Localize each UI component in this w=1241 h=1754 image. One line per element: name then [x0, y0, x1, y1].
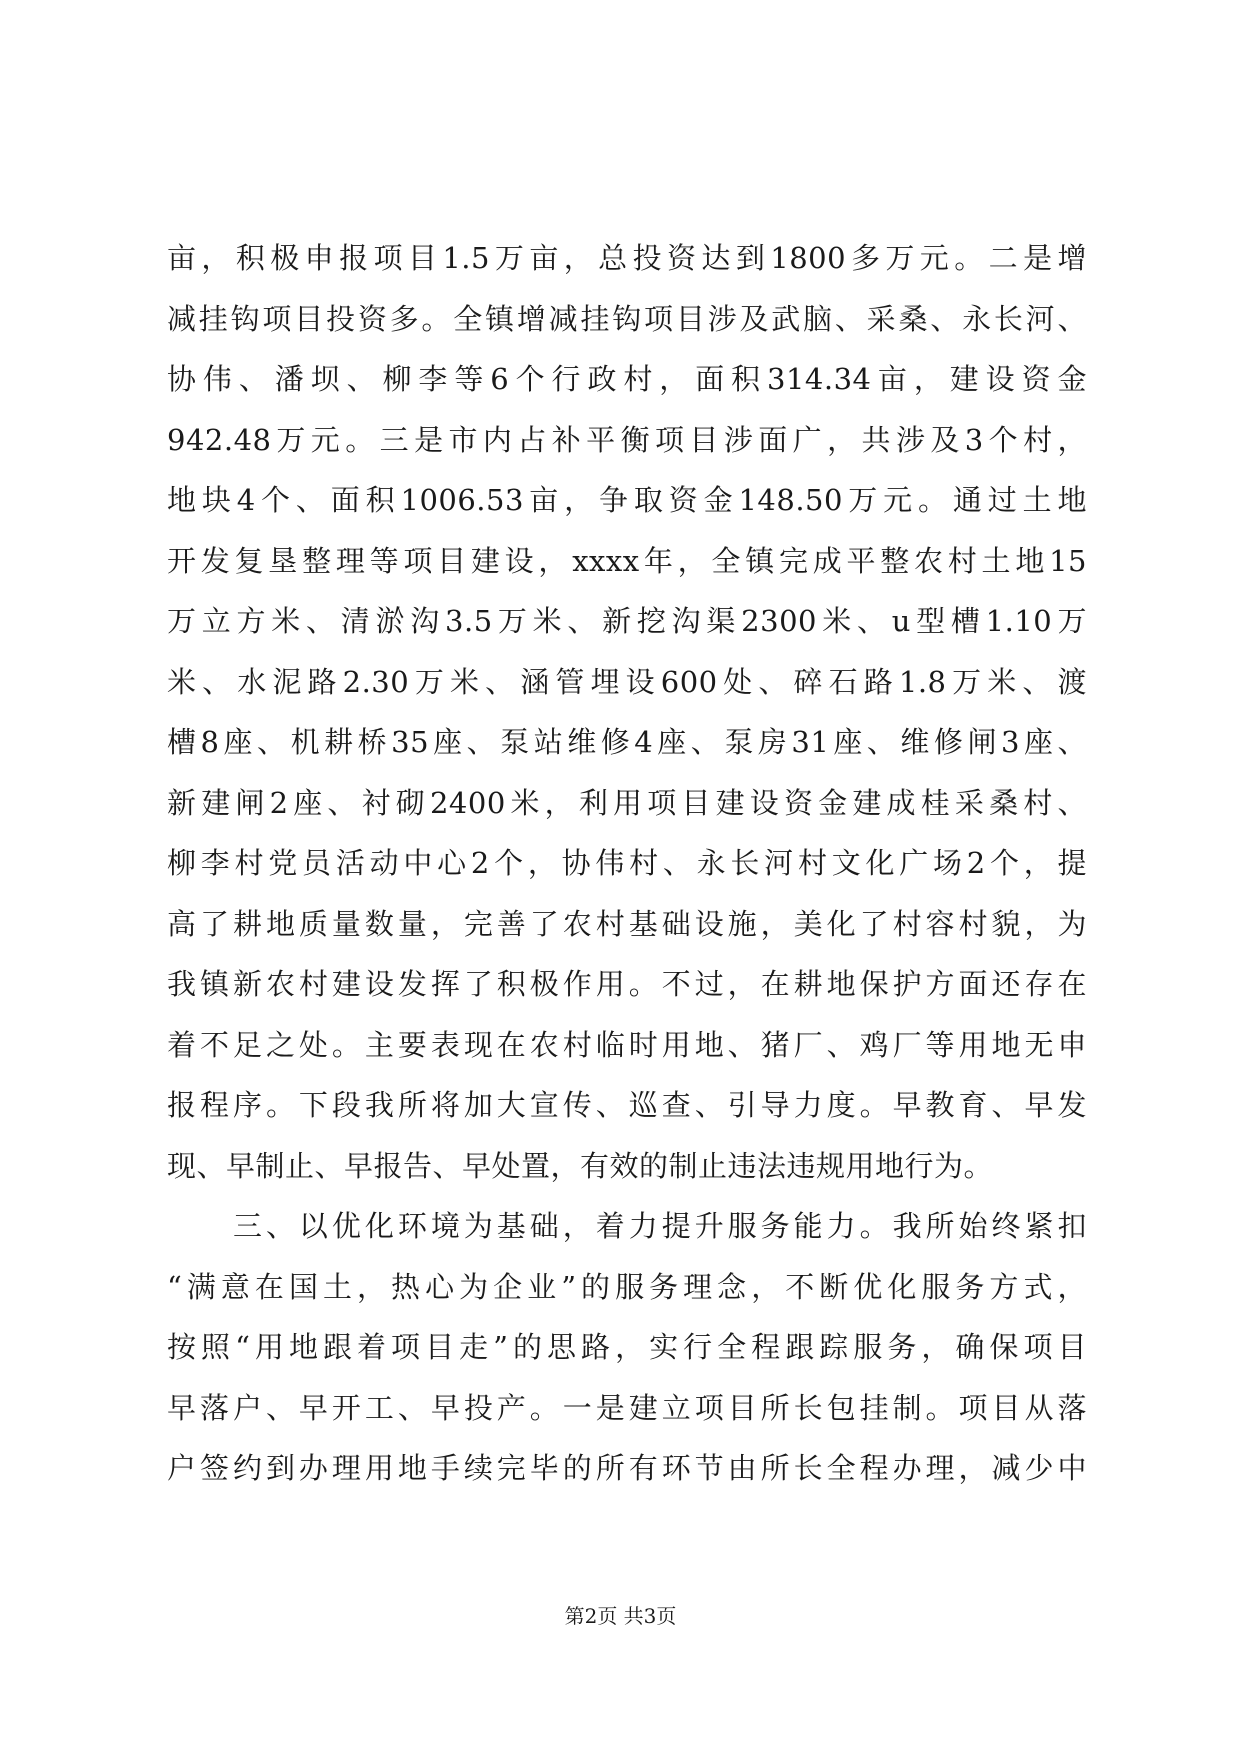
text-line: 柳李村党员活动中心2个，协伟村、永长河村文化广场2个，提 — [167, 846, 1087, 880]
text-line: “满意在国土，热心为企业”的服务理念，不断优化服务方式， — [167, 1269, 1087, 1304]
text-line: 942.48万元。三是市内占补平衡项目涉面广，共涉及3个村， — [167, 422, 1087, 457]
text-line: 协伟、潘坝、柳李等6个行政村，面积314.34亩，建设资金 — [167, 362, 1087, 396]
text-line: 米、水泥路2.30万米、涵管埋设600处、碎石路1.8万米、渡 — [167, 664, 1087, 699]
text-line: 槽8座、机耕桥35座、泵站维修4座、泵房31座、维修闸3座、 — [167, 725, 1087, 759]
page-footer — [0, 1602, 1241, 1630]
text-line: 万立方米、清淤沟3.5万米、新挖沟渠2300米、u型槽1.10万 — [167, 604, 1087, 638]
text-line: 报程序。下段我所将加大宣传、巡查、引导力度。早教育、早发 — [167, 1088, 1087, 1122]
text-line: 着不足之处。主要表现在农村临时用地、猪厂、鸡厂等用地无申 — [167, 1027, 1087, 1062]
body-text — [167, 228, 1087, 1499]
text-line: 现、早制止、早报告、早处置，有效的制止违法违规用地行为。 — [167, 1148, 994, 1183]
text-line: 开发复垦整理等项目建设，xxxx年，全镇完成平整农村土地15 — [167, 543, 1087, 578]
text-line: 地块4个、面积1006.53亩，争取资金148.50万元。通过土地 — [167, 483, 1087, 517]
text-line: 减挂钩项目投资多。全镇增减挂钩项目涉及武脑、采桑、永长河、 — [167, 301, 1087, 336]
text-line: 早落户、早开工、早投产。一是建立项目所长包挂制。项目从落 — [167, 1390, 1087, 1425]
text-line: 户签约到办理用地手续完毕的所有环节由所长全程办理，减少中 — [167, 1451, 1087, 1485]
text-line: 三、以优化环境为基础，着力提升服务能力。我所始终紧扣 — [167, 1209, 1087, 1243]
text-line: 我镇新农村建设发挥了积极作用。不过，在耕地保护方面还存在 — [167, 967, 1087, 1001]
page-number-label: 第2页 共3页 — [564, 1604, 677, 1628]
text-line: 亩，积极申报项目1.5万亩，总投资达到1800多万元。二是增 — [167, 241, 1087, 275]
text-line: 新建闸2座、衬砌2400米，利用项目建设资金建成桂采桑村、 — [167, 785, 1087, 820]
text-line: 按照“用地跟着项目走”的思路，实行全程跟踪服务，确保项目 — [167, 1330, 1087, 1364]
text-line: 高了耕地质量数量，完善了农村基础设施，美化了村容村貌，为 — [167, 906, 1087, 941]
